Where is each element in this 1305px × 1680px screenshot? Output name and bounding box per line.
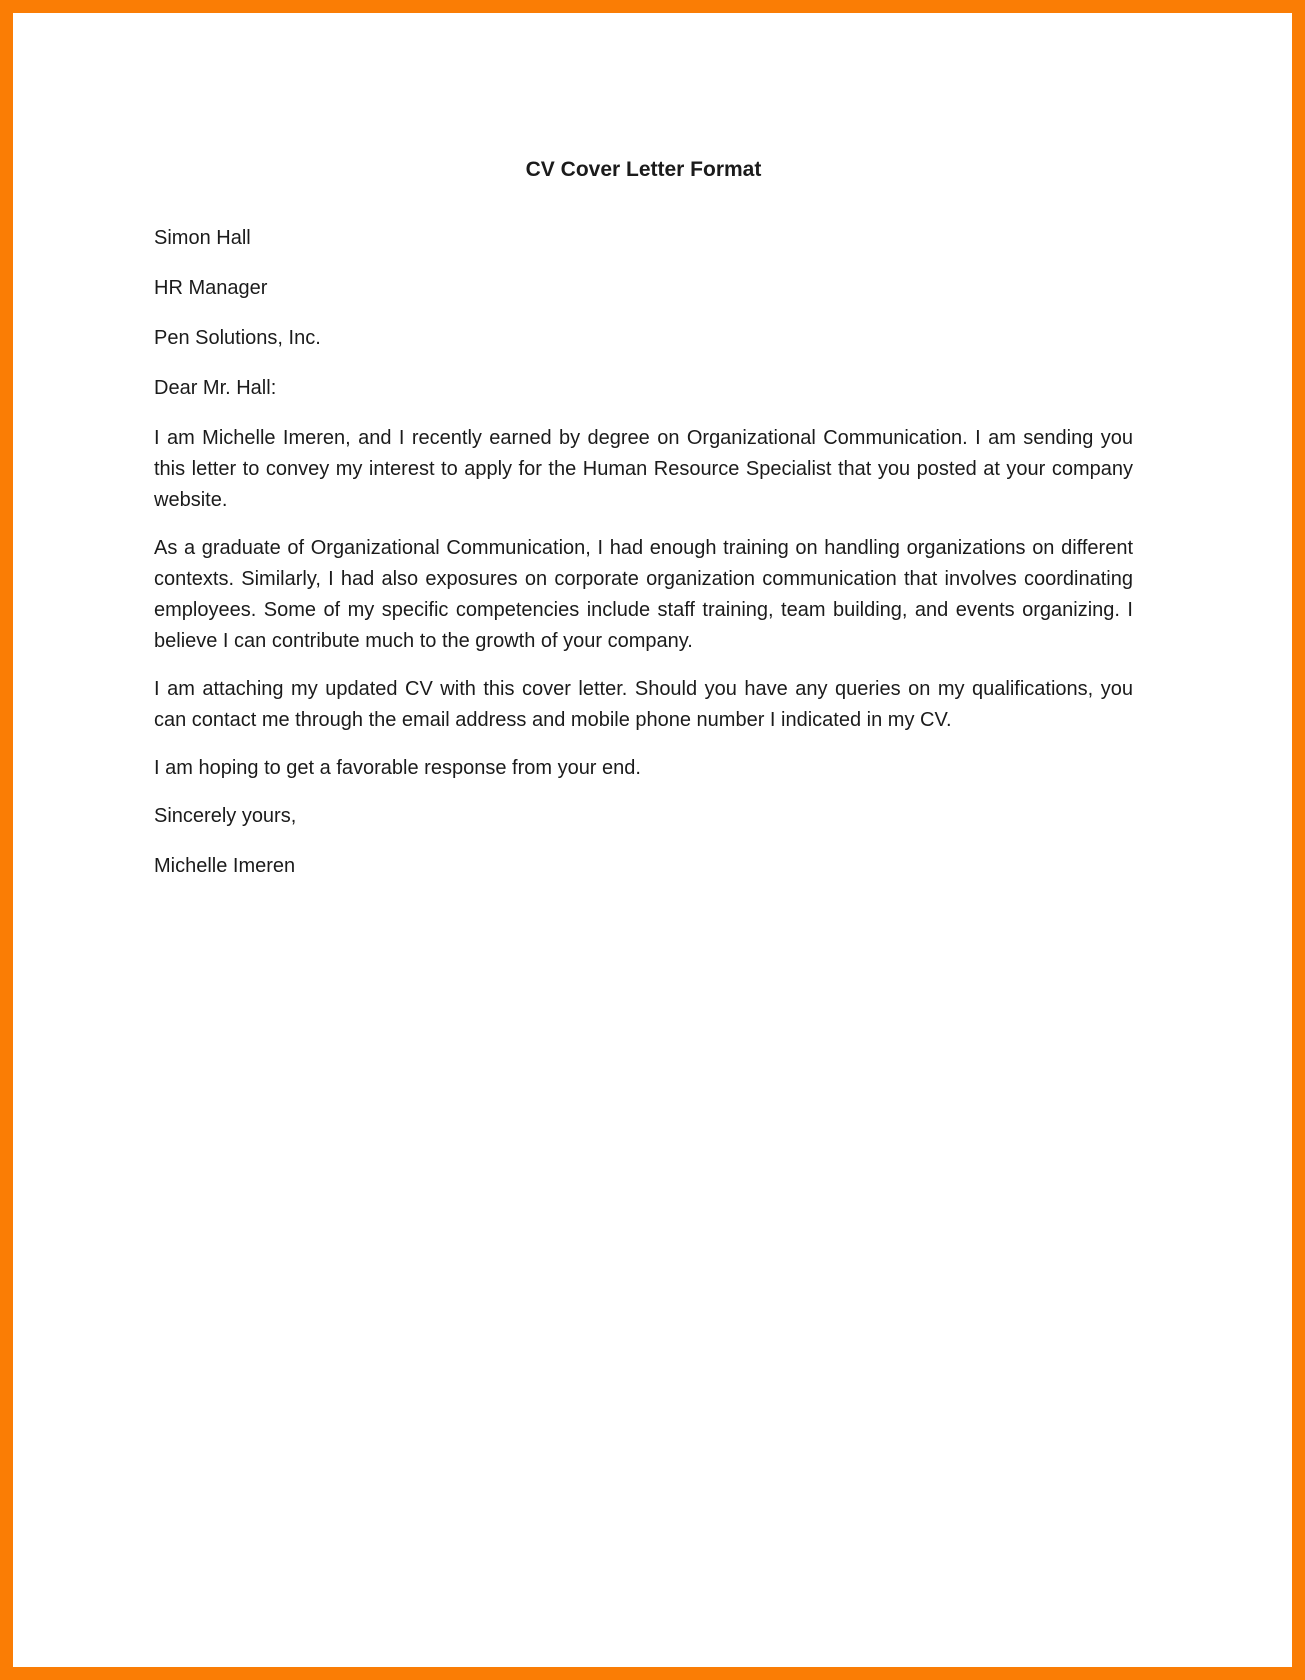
- signature-name: Michelle Imeren: [154, 855, 296, 877]
- body-paragraph-intro: I am Michelle Imeren, and I recently earned by degree on Organizational Communication. I am sending you this letter to convey my interest to apply for the Human Resource Specialist that you posted at your company website.: [154, 427, 1133, 511]
- recipient-name: Simon Hall: [154, 227, 251, 249]
- body-paragraph-hope: I am hoping to get a favorable response from your end.: [154, 757, 641, 779]
- letter-title: CV Cover Letter Format: [525, 158, 762, 181]
- body-paragraph-qualifications: As a graduate of Organizational Communication, I had enough training on handling organizations on different contexts. Similarly, I had also exposures on corporate organization communication that involves coordinating employees. Some of my specific competencies include staff training, team building, and events organizing. I believe I can contribute much to the growth of your company.: [154, 537, 1133, 652]
- closing-line: Sincerely yours,: [154, 805, 297, 827]
- letter-content: [13, 13, 1292, 881]
- recipient-company: Pen Solutions, Inc.: [154, 327, 321, 349]
- recipient-job-title: HR Manager: [154, 277, 268, 299]
- body-paragraph-attachment: I am attaching my updated CV with this cover letter. Should you have any queries on my qualifications, you can contact me through the email address and mobile phone number I indicated in my CV.: [154, 678, 1133, 731]
- salutation: Dear Mr. Hall:: [154, 377, 277, 399]
